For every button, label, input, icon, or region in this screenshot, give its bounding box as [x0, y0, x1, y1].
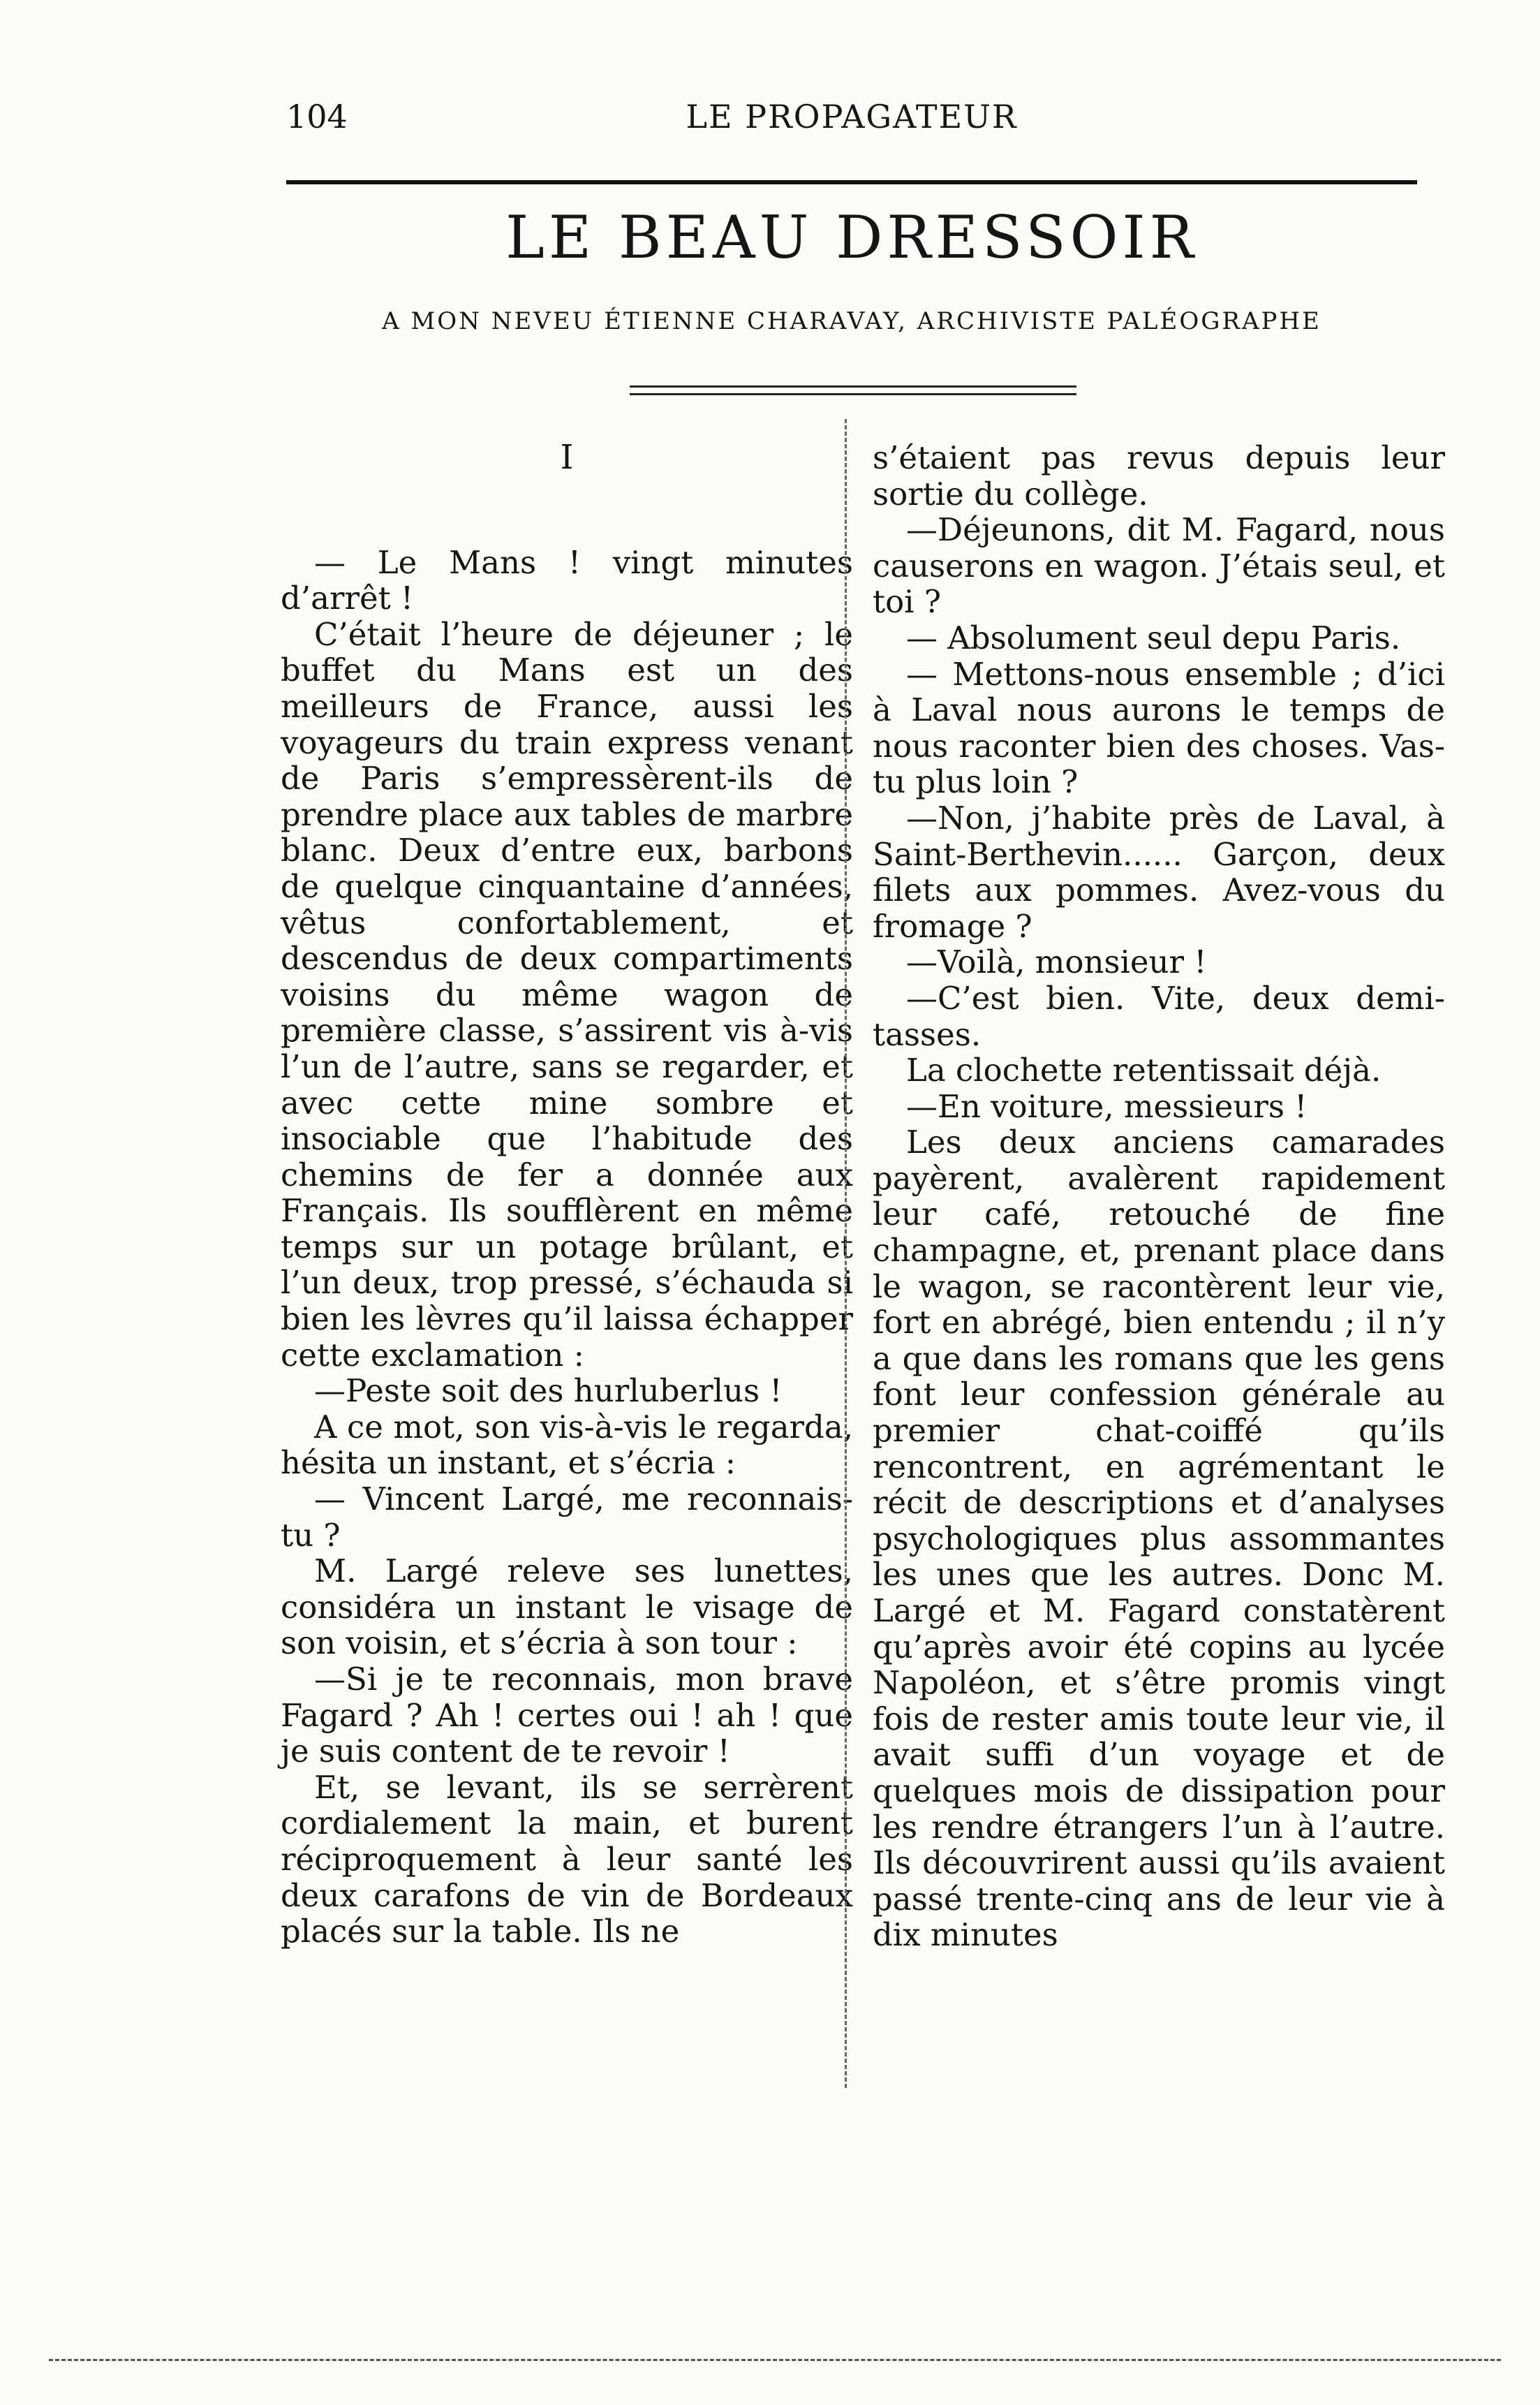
column-divider — [845, 419, 847, 2088]
dedication: A MON NEVEU ÉTIENNE CHARAVAY, ARCHIVISTE PALÉOGRAPHE — [382, 307, 1321, 335]
paragraph: —En voiture, messieurs ! — [906, 1087, 1308, 1125]
paragraph: A ce mot, son vis-à-vis le regarda, hésita un instant, et s’écria : — [281, 1408, 853, 1482]
paragraph: — Absolument seul depu Paris. — [906, 619, 1401, 656]
footer-rule — [49, 2359, 1501, 2361]
paragraph: C’était l’heure de déjeuner ; le buffet du Mans est un des meilleurs de France, aussi les voyageurs du train express venant de Paris s’empressèrent-ils de prendre place aux tables de marbre blanc. Deux d’entre eux, barbons de quelque cinquantaine d’années, vêtus confortablement, et descendus de deux compartiments voisins du même wagon de première classe, s’assirent vis à-vis l’un de l’autre, sans se regarder, et avec cette mine sombre et insociable que l’habitude des chemins de fer a donnée aux Français. Ils soufflèrent en même temps sur un potage brûlant, et l’un deux, trop pressé, s’échauda si bien les lèvres qu’il laissa échapper cette exclamation : — [281, 615, 853, 1374]
paragraph: Et, se levant, ils se serrèrent cordialement la main, et burent réciproquement à leur santé les deux carafons de vin de Bordeaux placés sur la table. Ils ne — [281, 1768, 853, 1950]
paragraph: — Mettons-nous ensemble ; d’ici à Laval nous aurons le temps de nous raconter bien des choses. Vas-tu plus loin ? — [873, 655, 1445, 801]
paragraph: —C’est bien. Vite, deux demi-tasses. — [873, 979, 1445, 1053]
page-number: 104 — [286, 98, 348, 135]
paragraph: La clochette retentissait déjà. — [906, 1052, 1382, 1089]
running-head — [286, 98, 1417, 147]
paragraph: —Voilà, monsieur ! — [906, 943, 1207, 981]
paragraph: — Le Mans ! vingt minutes d’arrêt ! — [281, 543, 853, 617]
story-title: LE BEAU DRESSOIR — [505, 203, 1198, 272]
chapter-number: I — [560, 438, 574, 477]
paragraph: — Vincent Largé, me reconnais-tu ? — [281, 1480, 853, 1554]
left-column — [281, 440, 853, 1950]
paragraph-continuation: s’étaient pas revus depuis leur sortie du collège. — [873, 439, 1445, 513]
paragraph: Les deux anciens camarades payèrent, avalèrent rapidement leur café, retouché de fine champagne, et, prenant place dans le wagon, se racontèrent leur vie, fort en abrégé, bien entendu ; il n’y a que dans les romans que les gens font leur confession générale au premier chat-coiffé qu’ils rencontrent, en agrémentant le récit de descriptions et d’analyses psychologiques plus assommantes les unes que les autres. Donc M. Largé et M. Fagard constatèrent qu’après avoir été copins au lycée Napoléon, et s’être promis vingt fois de rester amis toute leur vie, il avait suffi d’un voyage et de quelques mois de dissipation pour les rendre étrangers l’un à l’autre. Ils découvrirent aussi qu’ils avaient passé trente-cinq ans de leur vie à dix minutes — [873, 1124, 1445, 1954]
paragraph: M. Largé releve ses lunettes, considéra un instant le visage de son voisin, et s’écria à son tour : — [281, 1552, 853, 1662]
title-double-rule — [630, 385, 1076, 395]
paragraph: —Peste soit des hurluberlus ! — [314, 1372, 783, 1410]
paragraph: —Si je te reconnais, mon brave Fagard ? Ah ! certes oui ! ah ! que je suis content de te revoir ! — [281, 1661, 853, 1770]
paragraph: —Non, j’habite près de Laval, à Saint-Berthevin...... Garçon, deux filets aux pommes. Avez-vous du fromage ? — [873, 799, 1445, 945]
paragraph: —Déjeunons, dit M. Fagard, nous causerons en wagon. J’étais seul, et toi ? — [873, 511, 1445, 621]
right-column — [873, 440, 1445, 1953]
running-title: LE PROPAGATEUR — [686, 98, 1018, 135]
header-rule — [286, 180, 1417, 184]
